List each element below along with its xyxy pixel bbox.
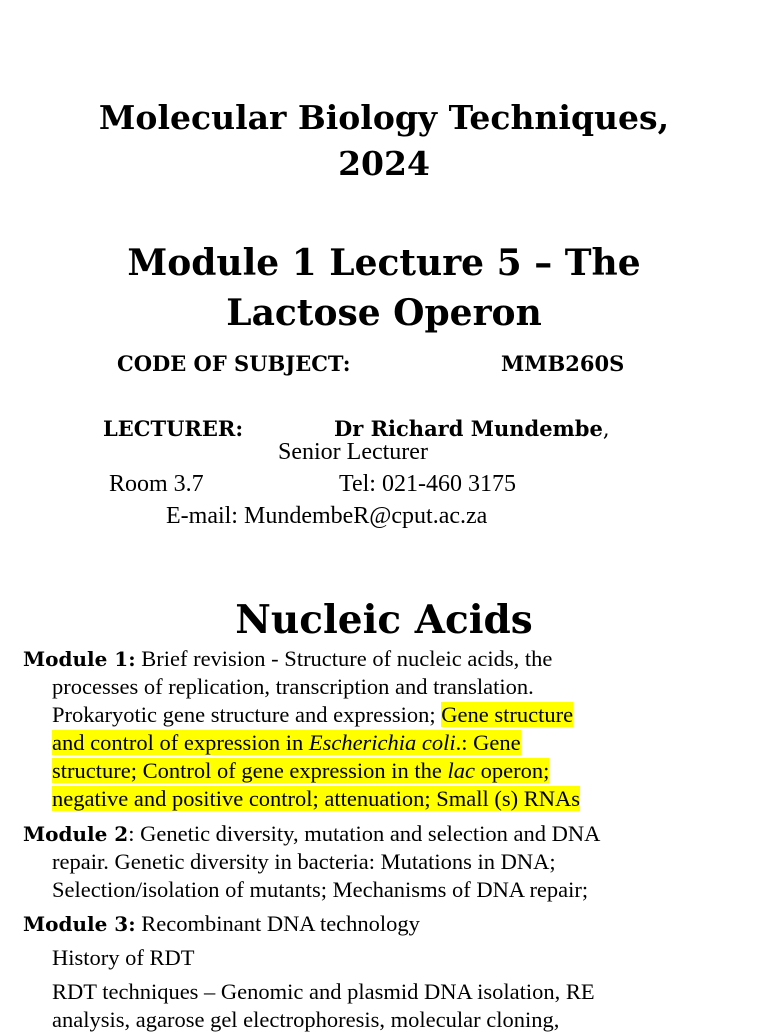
- lecture-title-line-1: Module 1 Lecture 5 – The: [127, 242, 641, 284]
- module-2-line-2: repair. Genetic diversity in bacteria: Mutations in DNA;: [52, 849, 556, 874]
- module-3-line-1: Recombinant DNA technology: [135, 911, 420, 936]
- lecture-title: [0, 238, 768, 338]
- module-2-line-1: : Genetic diversity, mutation and selection and DNA: [128, 821, 601, 846]
- room: Room 3.7: [109, 471, 204, 497]
- module-3-line-3: RDT techniques – Genomic and plasmid DNA isolation, RE: [52, 979, 595, 1004]
- section-title: Nucleic Acids: [235, 597, 533, 643]
- lecturer-name: Dr Richard Mundembe: [334, 416, 603, 441]
- module-3-label: Module 3:: [23, 912, 136, 936]
- subject-code: MMB260S: [501, 351, 625, 376]
- module-1-line-5b: lac: [447, 758, 476, 783]
- telephone: Tel: 021-460 3175: [339, 471, 516, 497]
- module-1-block: [23, 645, 743, 813]
- title-line-1: Molecular Biology Techniques,: [98, 98, 670, 137]
- module-3-line-2: History of RDT: [52, 945, 195, 970]
- email: E-mail: MundembeR@cput.ac.za: [166, 503, 488, 529]
- module-1-line-3a: Prokaryotic gene structure and expression;: [52, 702, 442, 727]
- module-1-label: Module 1:: [23, 647, 136, 671]
- module-2-block: [23, 820, 743, 904]
- title-line-2: 2024: [338, 144, 430, 183]
- lecturer-name-line: [334, 416, 610, 441]
- subject-label: CODE OF SUBJECT:: [117, 351, 351, 376]
- module-3-block: [23, 910, 743, 1034]
- module-1-line-5c: operon;: [475, 758, 550, 783]
- document-title: [0, 95, 768, 187]
- lecture-title-line-2: Lactose Operon: [226, 292, 542, 334]
- module-1-line-4b: Escherichia coli: [308, 730, 456, 755]
- module-1-line-4a: and control of expression in: [52, 730, 309, 755]
- lecturer-comma: ,: [602, 417, 610, 441]
- module-1-line-1: Brief revision - Structure of nucleic acids, the: [135, 646, 553, 671]
- module-1-line-6: negative and positive control; attenuation; Small (s) RNAs: [52, 786, 581, 811]
- module-2-label: Module 2: [23, 822, 129, 846]
- lecturer-role: Senior Lecturer: [278, 439, 428, 465]
- lecturer-label: LECTURER:: [103, 416, 244, 441]
- module-1-line-5a: structure; Control of gene expression in the: [52, 758, 448, 783]
- module-1-line-4c: .: Gene: [455, 730, 521, 755]
- module-2-line-3: Selection/isolation of mutants; Mechanisms of DNA repair;: [52, 877, 589, 902]
- module-3-line-4: analysis, agarose gel electrophoresis, molecular cloning,: [52, 1007, 560, 1032]
- module-1-line-3b: Gene structure: [441, 702, 574, 727]
- module-1-line-2: processes of replication, transcription and translation.: [52, 674, 534, 699]
